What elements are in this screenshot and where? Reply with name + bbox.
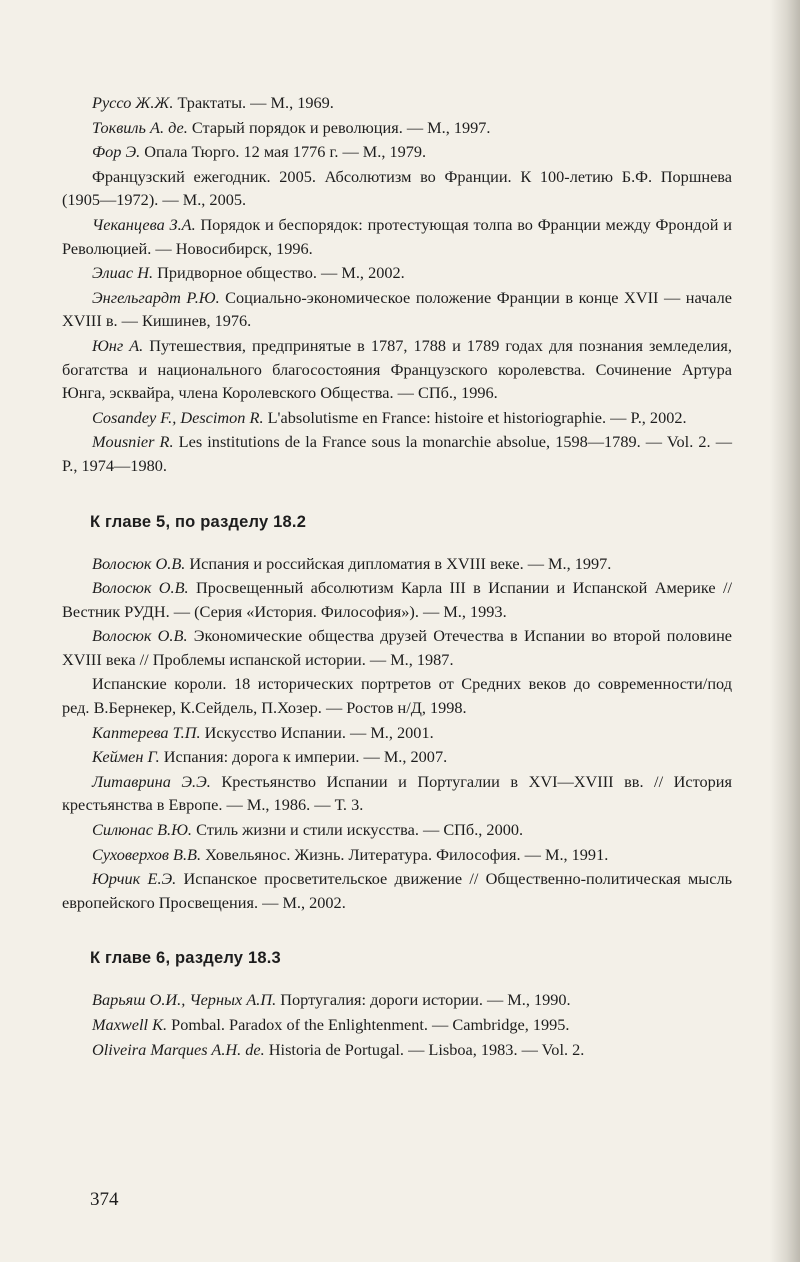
entry-text: Трактаты. — М., 1969. bbox=[173, 93, 334, 112]
bibliography-entry bbox=[62, 867, 732, 914]
bibliography-page bbox=[62, 91, 733, 1062]
entry-author: Элиас Н. bbox=[92, 263, 154, 283]
entry-author: Oliveira Marques A.H. de. bbox=[92, 1039, 265, 1059]
entry-author: Maxwell K. bbox=[92, 1015, 168, 1034]
entry-text: Социально-экономическое положение Франции в конце XVII — начале XVIII в. — Кишинев, 1976. bbox=[62, 287, 732, 331]
bibliography-entry bbox=[62, 140, 732, 164]
bibliography-entry bbox=[62, 721, 732, 745]
entry-author: Суховерхов В.В. bbox=[92, 844, 202, 864]
bibliography-entry bbox=[62, 165, 732, 212]
entry-text: Придворное общество. — М., 2002. bbox=[153, 263, 405, 283]
entry-text: Порядок и беспорядок: протестующая толпа во Франции между Фрондой и Революцией. — Новосибирск, 1996. bbox=[62, 214, 732, 258]
page-number: 374 bbox=[90, 1189, 119, 1210]
bibliography-entry bbox=[62, 334, 732, 405]
entry-author: Cosandey F., Descimon R. bbox=[92, 407, 264, 427]
section-heading: К главе 5, по разделу 18.2 bbox=[90, 512, 307, 531]
entry-text: Ховельянос. Жизнь. Литература. Философия. — М., 1991. bbox=[201, 844, 609, 864]
entry-author: Волосюк О.В. bbox=[92, 578, 189, 598]
bibliography-entry bbox=[62, 672, 732, 719]
bibliography-entry bbox=[62, 818, 732, 842]
entry-text: Les institutions de la France sous la monarchie absolue, 1598—1789. — Vol. 2. — P., 1974—1980. bbox=[62, 432, 732, 475]
entry-text: Pombal. Paradox of the Enlightenment. — Cambridge, 1995. bbox=[167, 1015, 570, 1034]
entry-author: Энгельгардт Р.Ю. bbox=[92, 287, 220, 307]
entry-text: Крестьянство Испании и Португалии в XVI—XVIII вв. // История крестьянства в Европе. — М., 1986. — Т. 3. bbox=[62, 771, 732, 815]
entry-text: Старый порядок и революция. — М., 1997. bbox=[187, 117, 491, 137]
bibliography-entry bbox=[62, 576, 732, 623]
entry-text: Опала Тюрго. 12 мая 1776 г. — М., 1979. bbox=[140, 142, 427, 162]
bibliography-entry bbox=[62, 1013, 732, 1037]
bibliography-entry bbox=[62, 552, 732, 576]
bibliography-entry bbox=[62, 116, 732, 140]
section-heading: К главе 6, разделу 18.3 bbox=[90, 949, 281, 968]
entry-author: Литаврина Э.Э. bbox=[92, 771, 211, 791]
entry-text: Испания: дорога к империи. — М., 2007. bbox=[159, 747, 448, 767]
page-edge-shadow bbox=[770, 0, 800, 1262]
entry-text: Португалия: дороги истории. — М., 1990. bbox=[276, 990, 571, 1010]
entry-author: Варьяш О.И., Черных А.П. bbox=[92, 990, 277, 1010]
entry-author: Силюнас В.Ю. bbox=[92, 820, 192, 840]
entry-text: Искусство Испании. — М., 2001. bbox=[200, 722, 434, 742]
bibliography-entry bbox=[62, 988, 732, 1012]
bibliography-entry bbox=[62, 430, 732, 477]
bibliography-entry bbox=[62, 213, 732, 260]
entry-author: Волосюк О.В. bbox=[92, 553, 186, 573]
entry-text: Испанское просветительское движение // Общественно-политическая мысль европейского Просвещения. — М., 2002. bbox=[62, 869, 732, 912]
entry-text: Испания и российская дипломатия в XVIII веке. — М., 1997. bbox=[185, 553, 612, 573]
bibliography-entry bbox=[62, 1038, 732, 1062]
entry-author: Токвиль А. де. bbox=[92, 117, 188, 137]
bibliography-entry bbox=[62, 91, 732, 115]
entry-author: Юнг А. bbox=[92, 335, 144, 355]
entry-author: Юрчик Е.Э. bbox=[92, 869, 177, 889]
entry-author: Mousnier R. bbox=[92, 432, 174, 452]
entry-author: Чеканцева З.А. bbox=[92, 214, 196, 234]
entry-author: Фор Э. bbox=[92, 142, 141, 162]
entry-text: L'absolutisme en France: histoire et historiographie. — P., 2002. bbox=[263, 407, 687, 427]
entry-text: Просвещенный абсолютизм Карла III в Испании и Испанской Америке // Вестник РУДН. — (Серия «История. Философия»). — М., 1993. bbox=[62, 578, 732, 621]
bibliography-entry bbox=[62, 770, 732, 817]
entry-text: Французский ежегодник. 2005. Абсолютизм во Франции. К 100-летию Б.Ф. Поршнева (1905—1972). — М., 2005. bbox=[62, 166, 732, 210]
entry-author: Каптерева Т.П. bbox=[92, 722, 201, 742]
entry-author: Руссо Ж.Ж. bbox=[92, 93, 174, 112]
bibliography-list-portugal bbox=[92, 988, 732, 1061]
bibliography-entry bbox=[62, 624, 732, 671]
bibliography-entry bbox=[62, 261, 732, 285]
entry-text: Экономические общества друзей Отечества в Испании во второй половине XVIII века // Проблемы испанской истории. — М., 1987. bbox=[62, 626, 733, 669]
bibliography-list-france bbox=[62, 91, 732, 478]
bibliography-entry bbox=[62, 286, 732, 333]
bibliography-entry bbox=[62, 406, 732, 430]
entry-text: Historia de Portugal. — Lisboa, 1983. — Vol. 2. bbox=[264, 1039, 585, 1059]
entry-text: Путешествия, предпринятые в 1787, 1788 и 1789 годах для познания земледелия, богатства и национального благосостояния Французского королевства. Сочинение Артура Юнга, эсквайра, члена Королевского Общества. — СПб., 1996. bbox=[62, 335, 732, 403]
entry-text: Испанские короли. 18 исторических портретов от Средних веков до современности/под ред. В.Бернекер, К.Сейдель, П.Хозер. — Ростов н/Д, 1998. bbox=[62, 674, 732, 718]
bibliography-entry bbox=[62, 843, 732, 867]
entry-author: Волосюк О.В. bbox=[92, 626, 188, 646]
bibliography-entry bbox=[62, 745, 732, 769]
entry-text: Стиль жизни и стили искусства. — СПб., 2000. bbox=[192, 820, 524, 840]
bibliography-list-spain bbox=[62, 552, 733, 915]
entry-author: Кеймен Г. bbox=[92, 747, 160, 767]
